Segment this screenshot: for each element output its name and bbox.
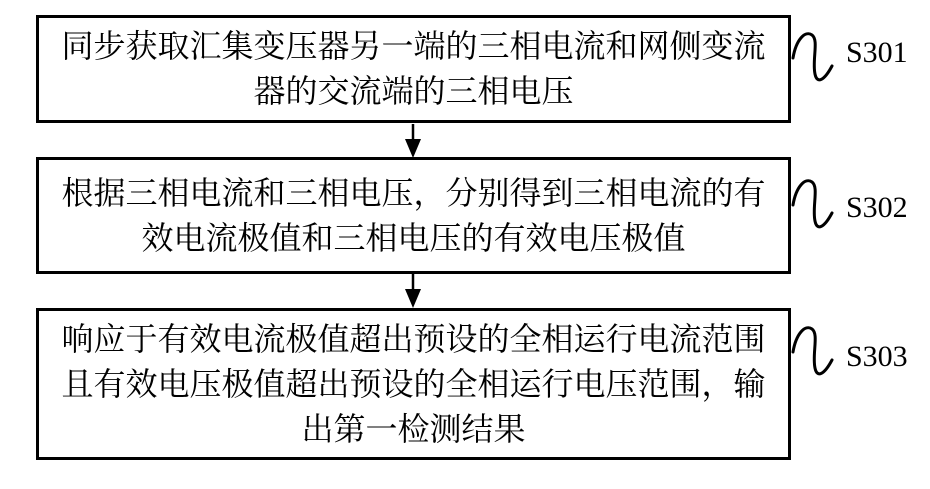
step-label-s301: S301 <box>846 36 908 69</box>
lead-line-squiggle-icon <box>790 175 836 237</box>
step-s303-text-line-2: 且有效电压极值超出预设的全相运行电压范围，输 <box>61 365 766 402</box>
step-box-s303 <box>36 308 791 460</box>
down-arrow-icon <box>402 274 424 308</box>
lead-line-squiggle-icon <box>790 322 836 384</box>
step-s301-text-line-2: 器的交流端的三相电压 <box>253 73 574 109</box>
lead-line-squiggle-icon <box>790 28 836 90</box>
step-s302-text-line-2: 效电流极值和三相电压的有效电压极值 <box>141 219 686 256</box>
down-arrow-icon <box>402 124 424 158</box>
step-label-s303: S303 <box>846 340 908 373</box>
step-box-s301 <box>36 15 791 123</box>
step-s303-text-line-3: 出第一检测结果 <box>301 410 526 447</box>
step-label-s302: S302 <box>846 191 908 224</box>
step-s302-text-line-1: 根据三相电流和三相电压，分别得到三相电流的有 <box>61 174 766 211</box>
step-s303-text-line-1: 响应于有效电流极值超出预设的全相运行电流范围 <box>61 320 766 357</box>
step-s301-text-line-1: 同步获取汇集变压器另一端的三相电流和网侧变流 <box>61 28 766 64</box>
step-box-s302 <box>36 157 791 274</box>
